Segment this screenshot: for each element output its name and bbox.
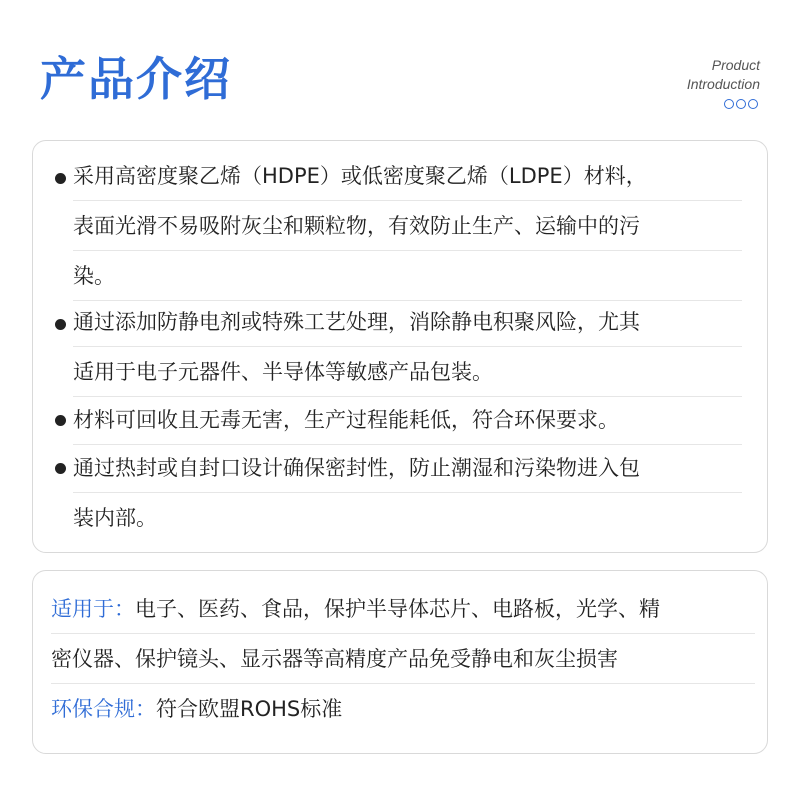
compliance-line	[51, 684, 755, 734]
applications-line-2: 密仪器、保护镜头、显示器等高精度产品免受静电和灰尘损害	[51, 634, 755, 684]
bullet-icon	[55, 173, 66, 184]
title-english-line1: Product	[711, 57, 760, 73]
feature-2-line-1: 通过添加防静电剂或特殊工艺处理，消除静电积聚风险，尤其	[73, 297, 742, 347]
decorative-circles-icon	[724, 99, 758, 109]
title-english	[687, 56, 760, 94]
applications-label: 适用于：	[51, 597, 135, 621]
page-title: 产品介绍	[40, 52, 232, 106]
feature-2-line-2: 适用于电子元器件、半导体等敏感产品包装。	[73, 347, 742, 397]
feature-1-line-2: 表面光滑不易吸附灰尘和颗粒物，有效防止生产、运输中的污	[73, 201, 742, 251]
feature-1-line-3: 染。	[73, 251, 742, 301]
feature-4-line-1: 通过热封或自封口设计确保密封性，防止潮湿和污染物进入包	[73, 443, 742, 493]
bullet-icon	[55, 415, 66, 426]
compliance-value: 符合欧盟ROHS标准	[156, 697, 343, 721]
bullet-icon	[55, 319, 66, 330]
applications-line-1	[51, 584, 755, 634]
bullet-icon	[55, 463, 66, 474]
applications-text-1: 电子、医药、食品，保护半导体芯片、电路板，光学、精	[135, 597, 660, 621]
title-english-line2: Introduction	[686, 76, 760, 92]
circle-icon	[736, 99, 746, 109]
compliance-label: 环保合规：	[51, 697, 156, 721]
features-card	[32, 140, 768, 553]
feature-3-line-1: 材料可回收且无毒无害，生产过程能耗低，符合环保要求。	[73, 395, 742, 445]
applications-card	[32, 570, 768, 754]
circle-icon	[748, 99, 758, 109]
circle-icon	[724, 99, 734, 109]
feature-4-line-2: 装内部。	[73, 506, 157, 530]
feature-1-line-1: 采用高密度聚乙烯（HDPE）或低密度聚乙烯（LDPE）材料，	[73, 151, 742, 201]
